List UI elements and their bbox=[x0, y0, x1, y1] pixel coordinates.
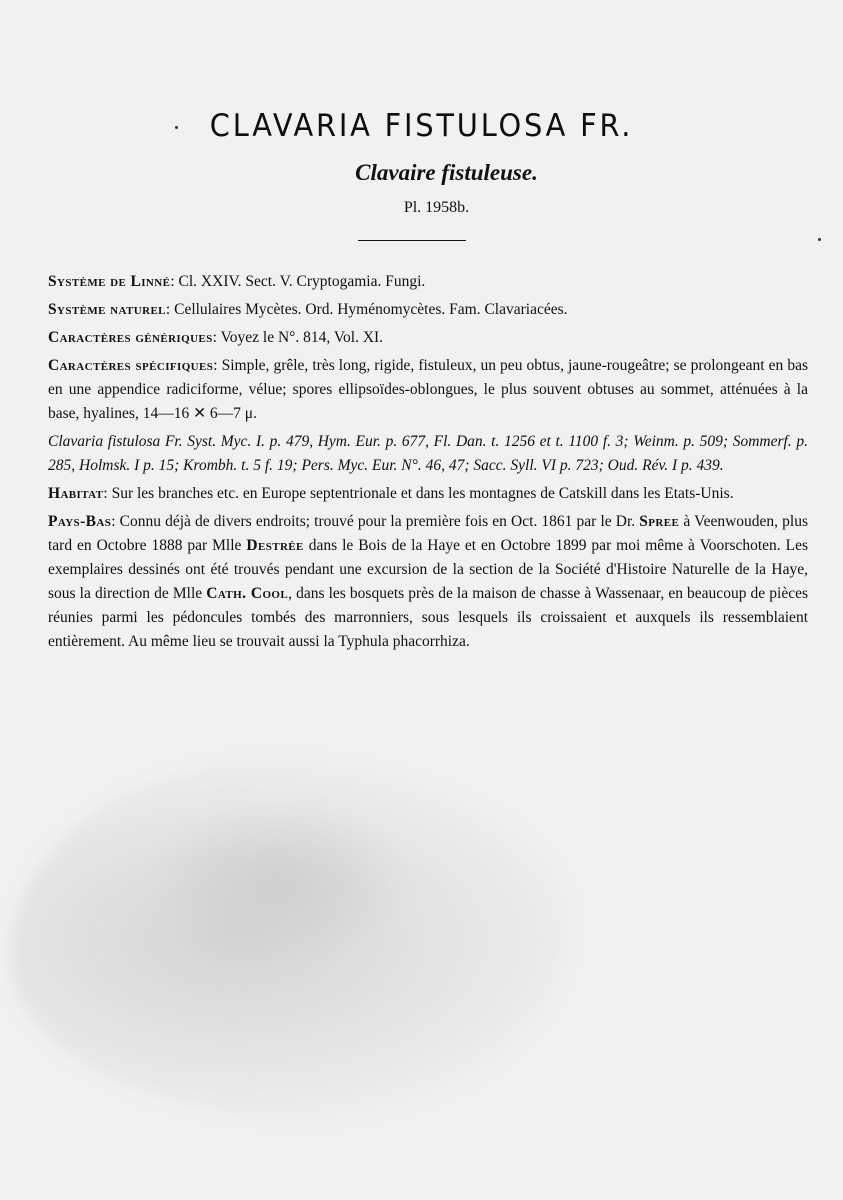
section-text: à Veenwouden, plus tard en Octobre 1888 par Mlle bbox=[48, 513, 808, 554]
section-label: Système de Linné bbox=[48, 273, 171, 290]
section-label: Caractères spécifiques bbox=[48, 357, 214, 374]
section-linne bbox=[48, 270, 808, 294]
person-name: Spree bbox=[639, 513, 680, 530]
section-generiques bbox=[48, 326, 808, 350]
page-subtitle: Clavaire fistuleuse. bbox=[355, 160, 538, 185]
section-label: Habitat bbox=[48, 485, 104, 502]
section-specifiques bbox=[48, 354, 808, 426]
person-name: Cath. Cool bbox=[206, 585, 289, 602]
section-label: Caractères génériques bbox=[48, 329, 213, 346]
person-name: Destrée bbox=[246, 537, 304, 554]
section-text: : Cellulaires Mycètes. Ord. Hyménomycètes. Fam. Clavariacées. bbox=[165, 301, 568, 318]
section-naturel bbox=[48, 298, 808, 322]
speck-mark bbox=[818, 238, 821, 241]
section-text: dans le Bois de la Haye et en Octobre 1899 par moi même à Voorschoten. Les exemplaires dessinés ont été trouvés pendant une excursion de la section de la Société d'Histoire Naturelle de la Haye, sous la direction de Mlle bbox=[48, 537, 808, 602]
section-habitat bbox=[48, 482, 808, 506]
section-text: : Simple, grêle, très long, rigide, fistuleux, un peu obtus, jaune-rougeâtre; se prolongeant en bas en une appendice radiciforme, vélue; spores ellipsoïdes-oblongues, le plus souvent obtuses au sommet, atténuées à la base, hyalines, 14—16 ✕ 6—7 μ. bbox=[48, 357, 808, 422]
section-text: : Sur les branches etc. en Europe septentrionale et dans les montagnes de Catskill dans les Etats-Unis. bbox=[103, 485, 734, 502]
section-pays-bas bbox=[48, 510, 808, 654]
page-title: CLAVARIA FISTULOSA FR. bbox=[209, 108, 634, 144]
section-text: : Voyez le N°. 814, Vol. XI. bbox=[212, 329, 384, 346]
water-stain-inner bbox=[150, 800, 410, 960]
section-text: , dans les bosquets près de la maison de chasse à Wassenaar, en beaucoup de pièces réunies parmi les pédoncules tombés des marronniers, sous lesquels ils croissaient et auxquels ils ressemblaient entièrement. Au même lieu se trouvait aussi la Typhula phacorrhiza. bbox=[48, 585, 809, 650]
title-divider bbox=[358, 240, 466, 241]
references: Clavaria fistulosa Fr. Syst. Myc. I. p. 479, Hym. Eur. p. 677, Fl. Dan. t. 1256 et t. 1100 f. 3; Weinm. p. 509; Sommerf. p. 285, Holmsk. I p. 15; Krombh. t. 5 f. 19; Pers. Myc. Eur. N°. 46, 47; Sacc. Syll. VI p. 723; Oud. Rév. I p. 439. bbox=[48, 433, 808, 474]
section-text: : Cl. XXIV. Sect. V. Cryptogamia. Fungi. bbox=[170, 273, 426, 290]
plate-number: Pl. 1958b. bbox=[403, 199, 470, 216]
section-text: : Connu déjà de divers endroits; trouvé pour la première fois en Oct. 1861 par le Dr. bbox=[111, 513, 640, 530]
section-label: Pays-Bas bbox=[48, 513, 112, 530]
section-label: Système naturel bbox=[48, 301, 166, 318]
description-body bbox=[48, 270, 808, 658]
